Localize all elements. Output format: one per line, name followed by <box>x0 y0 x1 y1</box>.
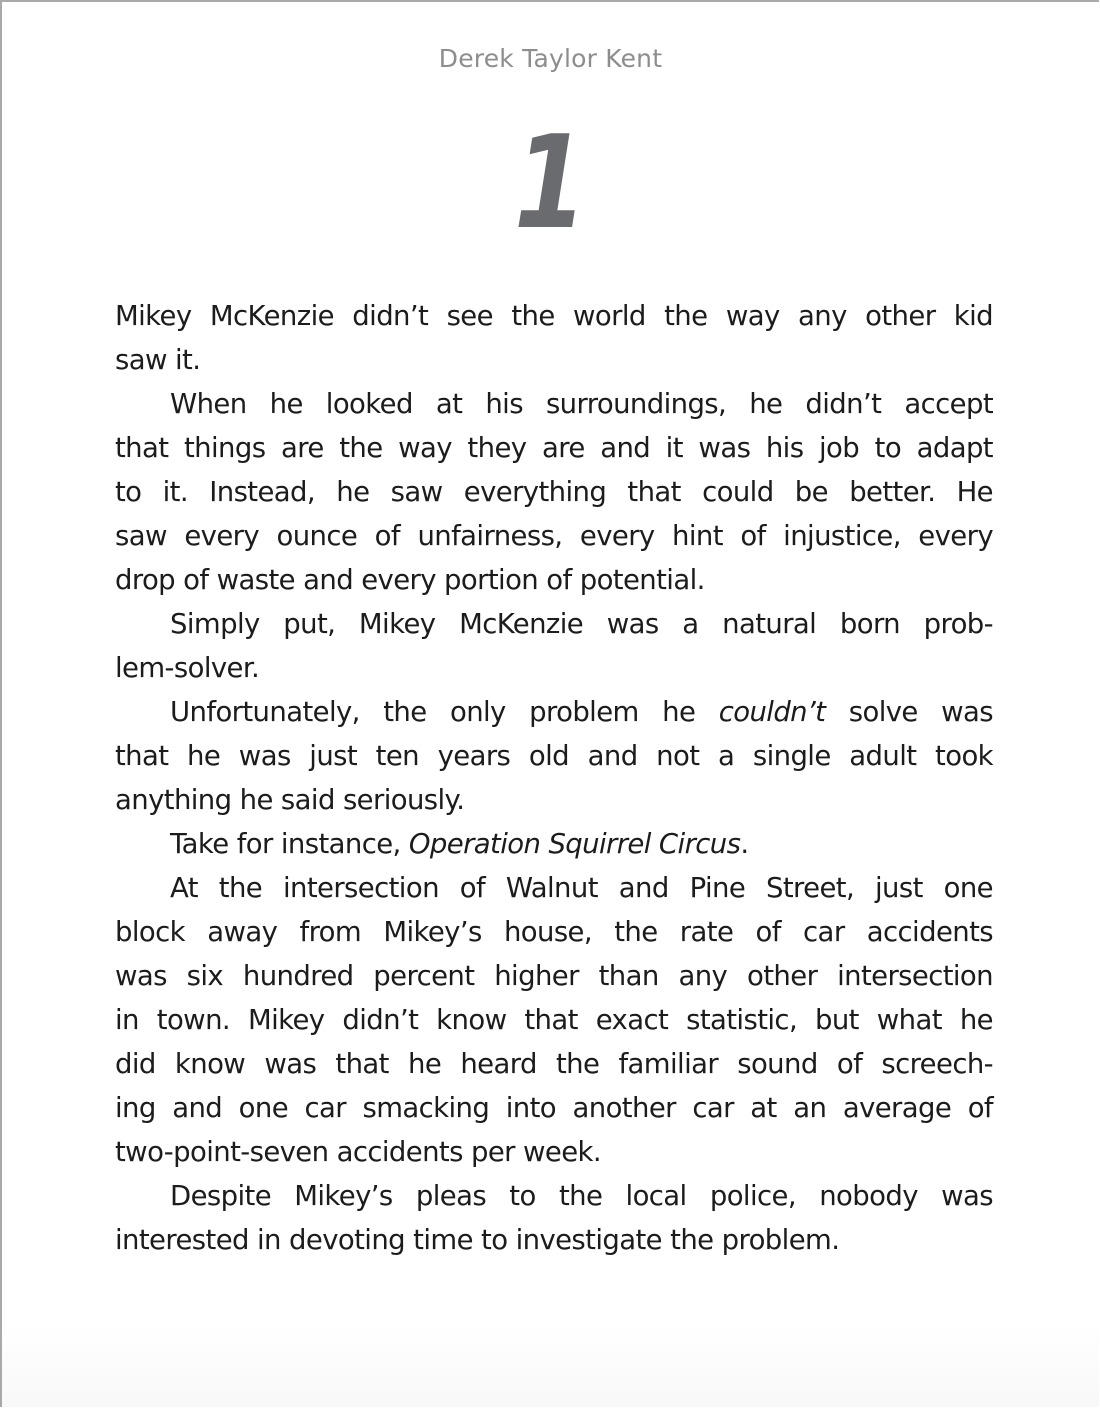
text-line <box>115 778 993 822</box>
chapter-number: 1 <box>513 109 588 258</box>
paragraph-first-line <box>115 602 993 646</box>
text-run: block away from Mikey’s house, the rate of car accidents <box>115 916 993 948</box>
paragraph-first-line <box>115 1174 993 1218</box>
text-line <box>115 338 993 382</box>
text-run: ing and one car smacking into another car at an average of <box>115 1092 993 1124</box>
text-run: When he looked at his surroundings, he didn’t accept <box>170 388 993 420</box>
paragraph-first-line <box>115 866 993 910</box>
running-head-author: Derek Taylor Kent <box>438 44 663 73</box>
text-line <box>115 1130 993 1174</box>
paragraph-first-line <box>115 822 993 866</box>
text-run: Take for instance, <box>170 828 409 860</box>
text-run: interested in devoting time to investigate the problem. <box>115 1224 840 1256</box>
text-run: saw it. <box>115 344 201 376</box>
text-run: did know was that he heard the familiar sound of screech- <box>115 1048 993 1080</box>
text-run: saw every ounce of unfairness, every hint of injustice, every <box>115 520 993 552</box>
text-run: was six hundred percent higher than any other intersection <box>115 960 993 992</box>
text-run: that things are the way they are and it was his job to adapt <box>115 432 993 464</box>
paragraph-first-line <box>115 690 993 734</box>
text-run: drop of waste and every portion of potential. <box>115 564 705 596</box>
text-line <box>115 1218 993 1262</box>
text-run: anything he said seriously. <box>115 784 465 816</box>
text-run: Simply put, Mikey McKenzie was a natural born prob- <box>170 608 993 640</box>
text-run: . <box>740 828 749 860</box>
text-line <box>115 1042 993 1086</box>
text-line <box>115 470 993 514</box>
text-line <box>115 294 993 338</box>
text-run: solve was <box>825 696 993 728</box>
text-line <box>115 558 993 602</box>
italic-title: Operation Squirrel Circus <box>408 828 741 860</box>
text-run: in town. Mikey didn’t know that exact statistic, but what he <box>115 1004 993 1036</box>
text-line <box>115 646 993 690</box>
text-run: that he was just ten years old and not a single adult took <box>115 740 993 772</box>
text-run: Mikey McKenzie didn’t see the world the way any other kid <box>115 300 993 332</box>
text-line <box>115 998 993 1042</box>
text-line <box>115 910 993 954</box>
text-line <box>115 954 993 998</box>
text-line <box>115 734 993 778</box>
text-line <box>115 514 993 558</box>
text-line <box>115 426 993 470</box>
text-run: to it. Instead, he saw everything that could be better. He <box>115 476 993 508</box>
paragraph-first-line <box>115 382 993 426</box>
text-line <box>115 1086 993 1130</box>
text-run: Despite Mikey’s pleas to the local police, nobody was <box>170 1180 993 1212</box>
italic-emphasis: couldn’t <box>718 696 826 728</box>
text-run: At the intersection of Walnut and Pine Street, just one <box>170 872 993 904</box>
chapter-body-text <box>115 294 993 1262</box>
text-run: lem-solver. <box>115 652 260 684</box>
text-run: two-point-seven accidents per week. <box>115 1136 602 1168</box>
text-run: Unfortunately, the only problem he <box>170 696 719 728</box>
